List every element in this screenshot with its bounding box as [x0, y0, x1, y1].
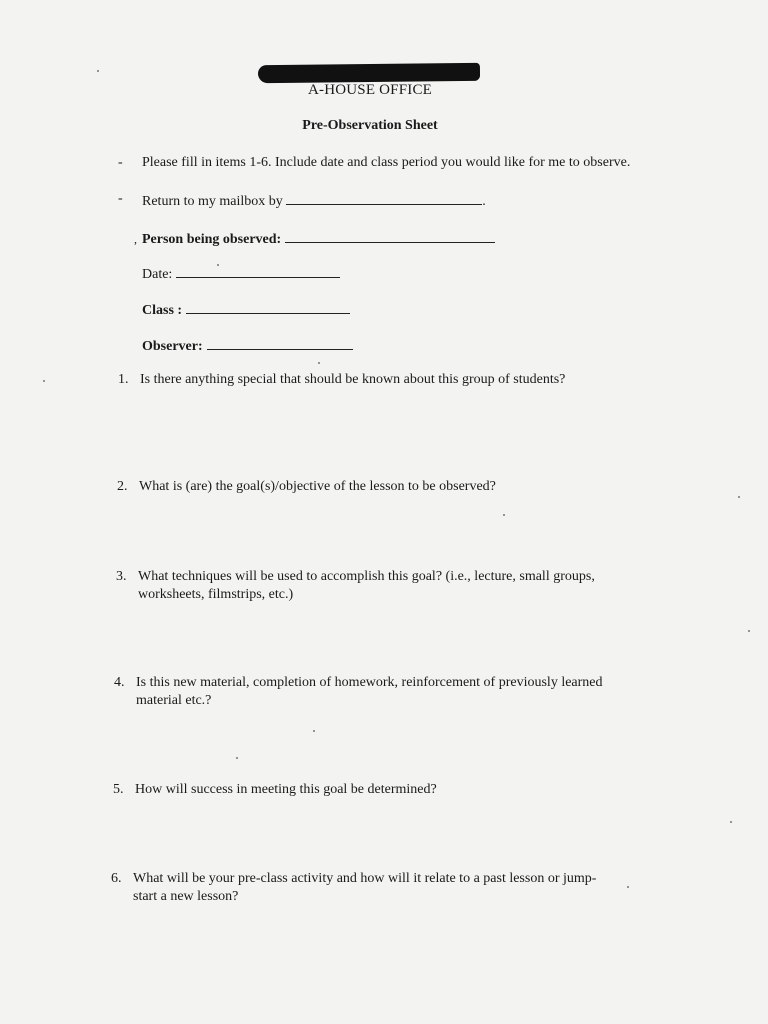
instruction-text: Please fill in items 1-6. Include date and class period you would like for me to observe. [142, 155, 631, 170]
scan-speck [236, 757, 238, 759]
question-text: What will be your pre-class activity and how will it relate to a past lesson or jump-start a new lesson? [133, 871, 597, 904]
bullet-dash: - [118, 155, 123, 170]
stray-comma-mark: , [134, 232, 137, 246]
class-label: Class : [142, 303, 183, 318]
person-label: Person being observed: [142, 232, 282, 247]
question-5 [113, 781, 625, 799]
person-blank[interactable] [285, 228, 495, 243]
question-number: 1. [118, 372, 129, 387]
scan-speck [503, 514, 505, 516]
question-3 [116, 568, 638, 604]
question-number: 6. [111, 871, 122, 886]
date-label: Date: [142, 267, 173, 282]
question-1 [118, 371, 630, 389]
scan-speck [313, 730, 315, 732]
date-blank[interactable] [176, 263, 340, 278]
question-text: What techniques will be used to accomplish this goal? (i.e., lecture, small groups, worksheets, filmstrips, etc.) [138, 569, 595, 602]
instruction-item-1 [118, 154, 632, 172]
observer-blank[interactable] [207, 335, 353, 350]
question-text: How will success in meeting this goal be determined? [135, 782, 437, 797]
scan-speck [730, 821, 732, 823]
question-text: What is (are) the goal(s)/objective of the lesson to be observed? [139, 479, 496, 494]
scan-speck [217, 264, 219, 266]
office-title: A-HOUSE OFFICE [307, 82, 433, 98]
question-text: Is this new material, completion of homework, reinforcement of previously learned material etc.? [136, 675, 603, 708]
scan-speck [43, 380, 45, 382]
scan-speck [627, 886, 629, 888]
scan-speck [318, 362, 320, 364]
class-field [142, 299, 350, 319]
class-blank[interactable] [186, 299, 350, 314]
period-mark: . [482, 194, 486, 209]
person-field [142, 228, 495, 248]
sheet-title: Pre-Observation Sheet [302, 118, 438, 133]
question-4 [114, 674, 606, 710]
question-number: 3. [116, 569, 127, 584]
question-6 [111, 870, 603, 906]
question-number: 4. [114, 675, 125, 690]
instruction-item-2 [118, 190, 632, 211]
redaction-mark [258, 63, 480, 83]
instruction-text: Return to my mailbox by [142, 194, 283, 209]
question-number: 2. [117, 479, 128, 494]
scan-speck [97, 70, 99, 72]
date-field [142, 263, 340, 283]
scan-speck [748, 630, 750, 632]
question-number: 5. [113, 782, 124, 797]
question-2 [117, 478, 629, 496]
scan-speck [738, 496, 740, 498]
return-date-blank[interactable] [286, 190, 482, 205]
observer-label: Observer: [142, 339, 203, 354]
observer-field [142, 335, 353, 355]
question-text: Is there anything special that should be known about this group of students? [140, 372, 566, 387]
bullet-dash: - [118, 191, 123, 206]
